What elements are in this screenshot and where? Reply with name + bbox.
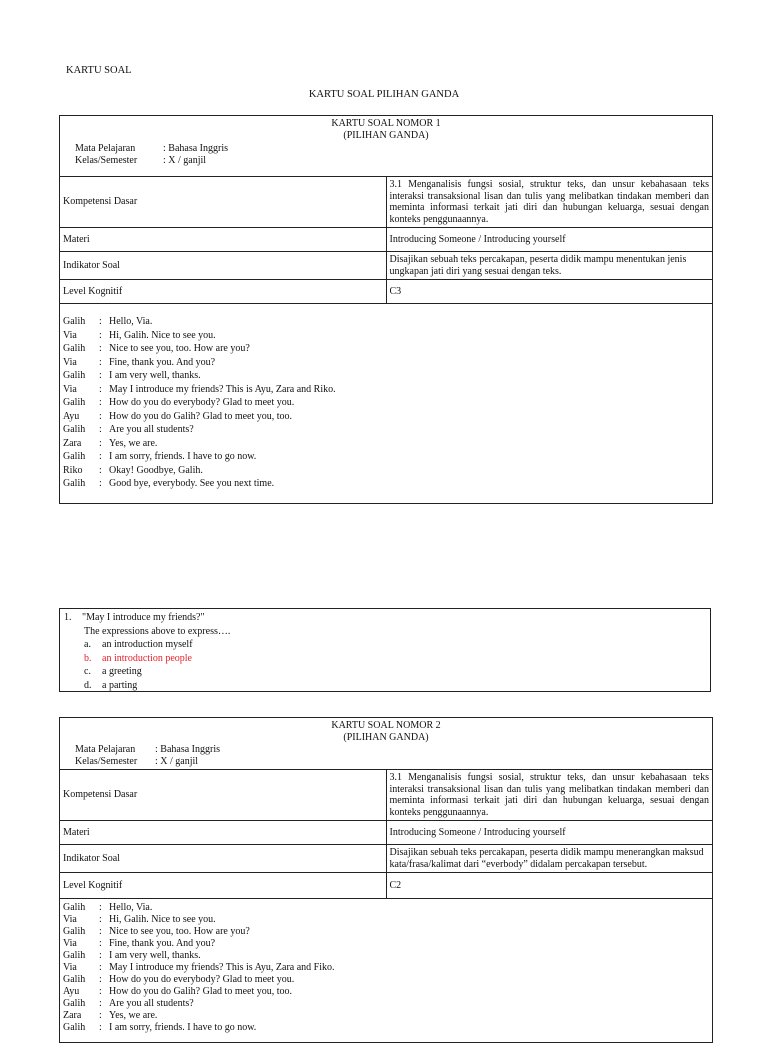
dialogue-text: How do you do Galih? Glad to meet you, too.	[109, 410, 293, 422]
dialogue-colon: :	[99, 424, 102, 435]
card-1-dialogue	[60, 304, 713, 504]
dialogue-colon: :	[99, 998, 102, 1009]
card-2-subtitle: (PILIHAN GANDA)	[343, 731, 429, 743]
dialogue-speaker: Galih	[63, 316, 86, 327]
dialogue-colon: :	[99, 974, 102, 985]
dialogue-colon: :	[99, 464, 102, 476]
dialogue-line	[63, 423, 709, 437]
option-letter: b.	[84, 652, 92, 664]
question-instruction: The expressions above to express….	[84, 625, 231, 637]
material-value: Introducing Someone / Introducing yourself	[386, 821, 713, 845]
dialogue-colon: :	[99, 397, 102, 408]
dialogue-speaker: Galih	[63, 451, 86, 462]
dialogue-colon: :	[99, 950, 102, 961]
dialogue-text: Hello, Via.	[109, 902, 153, 913]
card-2-class	[63, 756, 709, 768]
indicator-label: Indikator Soal	[60, 252, 387, 280]
dialogue-colon: :	[99, 1010, 102, 1021]
dialogue-text: How do you do Galih? Glad to meet you, too.	[109, 986, 293, 997]
dialogue-speaker: Galih	[63, 974, 86, 985]
subject-value: : Bahasa Inggris	[155, 744, 220, 755]
subject-label: Mata Pelajaran	[75, 744, 136, 755]
class-label: Kelas/Semester	[75, 154, 138, 166]
dialogue-colon: :	[99, 926, 102, 937]
option-text: a greeting	[102, 666, 142, 677]
class-value: : X / ganjil	[155, 755, 199, 767]
card-2-dialogue	[60, 899, 713, 1043]
dialogue-line	[63, 962, 709, 974]
indicator-value: Disajikan sebuah teks percakapan, peserta didik mampu menerangkan maksud kata/frasa/kalimat dari “everbody” didalam percakapan tersebut.	[386, 845, 713, 873]
dialogue-colon: :	[99, 902, 102, 913]
card-2-subject	[63, 744, 709, 756]
card-2-title: KARTU SOAL NOMOR 2	[331, 720, 441, 731]
dialogue-line	[63, 986, 709, 998]
dialogue-speaker: Via	[63, 383, 77, 395]
card-2-header	[60, 718, 713, 770]
dialogue-colon: :	[99, 316, 102, 327]
dialogue-line	[63, 902, 709, 914]
dialogue-speaker: Via	[63, 329, 77, 341]
dialogue-text: Hi, Galih. Nice to see you.	[109, 329, 216, 341]
dialogue-text: May I introduce my friends? This is Ayu, Zara and Fiko.	[109, 962, 335, 973]
dialogue-colon: :	[99, 410, 102, 422]
dialogue-speaker: Ayu	[63, 986, 80, 997]
dialogue-line	[63, 329, 709, 343]
dialogue-line	[63, 450, 709, 464]
dialogue-text: Yes, we are.	[109, 437, 158, 449]
option-text: a parting	[102, 679, 138, 691]
dialogue-line	[63, 950, 709, 962]
option-text: an introduction people	[102, 652, 192, 664]
dialogue-colon: :	[99, 986, 102, 997]
dialogue-text: Yes, we are.	[109, 1010, 158, 1021]
material-label: Materi	[60, 821, 387, 845]
cognitive-level-value: C3	[386, 280, 713, 304]
document-subtitle: KARTU SOAL PILIHAN GANDA	[308, 89, 460, 100]
dialogue-speaker: Galih	[63, 950, 86, 961]
dialogue-speaker: Riko	[63, 464, 83, 476]
dialogue-speaker: Via	[63, 914, 77, 925]
dialogue-speaker: Galih	[63, 998, 86, 1009]
dialogue-line	[63, 410, 709, 424]
dialogue-speaker: Galih	[63, 926, 86, 937]
dialogue-text: Fine, thank you. And you?	[109, 356, 216, 368]
cognitive-level-label: Level Kognitif	[60, 280, 387, 304]
dialogue-speaker: Zara	[63, 437, 82, 449]
dialogue-line	[63, 998, 709, 1010]
dialogue-line	[63, 396, 709, 410]
dialogue-line	[63, 437, 709, 451]
dialogue-speaker: Galih	[63, 902, 86, 913]
dialogue-text: How do you do everybody? Glad to meet you.	[109, 974, 295, 985]
card-1-subtitle: (PILIHAN GANDA)	[343, 129, 429, 141]
question-card-1	[59, 115, 713, 504]
option-letter: d.	[84, 679, 92, 691]
dialogue-colon: :	[99, 370, 102, 381]
competency-label: Kompetensi Dasar	[60, 177, 387, 228]
dialogue-speaker: Galih	[63, 424, 86, 435]
dialogue-text: Are you all students?	[109, 998, 194, 1009]
document-title: KARTU SOAL	[66, 65, 132, 76]
card-1-subject	[63, 143, 709, 155]
material-value: Introducing Someone / Introducing yourself	[386, 228, 713, 252]
dialogue-speaker: Zara	[63, 1010, 82, 1021]
dialogue-colon: :	[99, 437, 102, 449]
dialogue-colon: :	[99, 478, 102, 489]
dialogue-line	[63, 938, 709, 950]
question-prompt: "May I introduce my friends?"	[82, 612, 205, 623]
answer-option-d	[64, 679, 706, 693]
dialogue-speaker: Galih	[63, 478, 86, 489]
material-label: Materi	[60, 228, 387, 252]
dialogue-line	[63, 356, 709, 370]
dialogue-colon: :	[99, 383, 102, 395]
dialogue-line	[63, 464, 709, 478]
dialogue-line	[63, 926, 709, 938]
dialogue-speaker: Galih	[63, 370, 86, 381]
dialogue-line	[63, 369, 709, 383]
dialogue-line	[63, 383, 709, 397]
indicator-label: Indikator Soal	[60, 845, 387, 873]
dialogue-speaker: Via	[63, 356, 77, 368]
dialogue-colon: :	[99, 914, 102, 925]
class-label: Kelas/Semester	[75, 755, 138, 767]
subject-value: : Bahasa Inggris	[163, 143, 228, 154]
answer-option-b	[64, 652, 706, 666]
dialogue-text: May I introduce my friends? This is Ayu, Zara and Riko.	[109, 383, 336, 395]
dialogue-text: Okay! Goodbye, Galih.	[109, 464, 203, 476]
dialogue-speaker: Ayu	[63, 410, 80, 422]
option-letter: c.	[84, 666, 91, 677]
dialogue-speaker: Galih	[63, 343, 86, 354]
dialogue-colon: :	[99, 451, 102, 462]
dialogue-text: Nice to see you, too. How are you?	[109, 926, 250, 937]
competency-value: 3.1 Menganalisis fungsi sosial, struktur teks, dan unsur kebahasaan teks interaksi transaksional lisan dan tulis yang melibatkan tindakan memberi dan meminta informasi terkait jati diri dan hubungan keluarga, sesuai dengan konteks penggunaannya.	[386, 177, 713, 228]
competency-label: Kompetensi Dasar	[60, 770, 387, 821]
cognitive-level-value: C2	[386, 873, 713, 899]
dialogue-text: Fine, thank you. And you?	[109, 938, 216, 949]
dialogue-colon: :	[99, 938, 102, 949]
class-value: : X / ganjil	[163, 154, 207, 166]
indicator-value: Disajikan sebuah teks percakapan, peserta didik mampu menentukan jenis ungkapan jati diri yang sesuai dengan teks.	[386, 252, 713, 280]
dialogue-colon: :	[99, 343, 102, 354]
card-1-title: KARTU SOAL NOMOR 1	[331, 118, 441, 129]
dialogue-speaker: Via	[63, 962, 77, 973]
dialogue-colon: :	[99, 1022, 102, 1033]
dialogue-line	[63, 315, 709, 329]
dialogue-speaker: Galih	[63, 397, 86, 408]
dialogue-text: Hi, Galih. Nice to see you.	[109, 914, 216, 925]
question-number: 1.	[64, 612, 72, 623]
question-1	[59, 608, 711, 692]
dialogue-line	[63, 914, 709, 926]
card-1-class	[63, 155, 709, 167]
dialogue-line	[63, 342, 709, 356]
question-card-2	[59, 717, 713, 1043]
option-text: an introduction myself	[102, 639, 193, 650]
dialogue-text: Good bye, everybody. See you next time.	[109, 478, 275, 489]
dialogue-text: Nice to see you, too. How are you?	[109, 343, 250, 354]
dialogue-text: Hello, Via.	[109, 316, 153, 327]
dialogue-text: I am very well, thanks.	[109, 370, 201, 381]
dialogue-line	[63, 477, 709, 491]
dialogue-line	[63, 1010, 709, 1022]
competency-value: 3.1 Menganalisis fungsi sosial, struktur teks, dan unsur kebahasaan teks interaksi transaksional lisan dan tulis yang melibatkan tindakan memberi dan meminta informasi terkait jati diri dan hubungan keluarga, sesuai dengan konteks penggunaannya.	[386, 770, 713, 821]
dialogue-text: I am very well, thanks.	[109, 950, 201, 961]
answer-option-c	[64, 665, 706, 679]
dialogue-speaker: Via	[63, 938, 77, 949]
dialogue-colon: :	[99, 962, 102, 973]
dialogue-text: I am sorry, friends. I have to go now.	[109, 1022, 257, 1033]
option-letter: a.	[84, 639, 91, 650]
dialogue-text: How do you do everybody? Glad to meet you.	[109, 397, 295, 408]
cognitive-level-label: Level Kognitif	[60, 873, 387, 899]
dialogue-speaker: Galih	[63, 1022, 86, 1033]
dialogue-colon: :	[99, 356, 102, 368]
dialogue-text: I am sorry, friends. I have to go now.	[109, 451, 257, 462]
subject-label: Mata Pelajaran	[75, 143, 136, 154]
dialogue-text: Are you all students?	[109, 424, 194, 435]
dialogue-line	[63, 974, 709, 986]
card-1-header	[60, 116, 713, 177]
dialogue-colon: :	[99, 329, 102, 341]
answer-option-a	[64, 638, 706, 652]
